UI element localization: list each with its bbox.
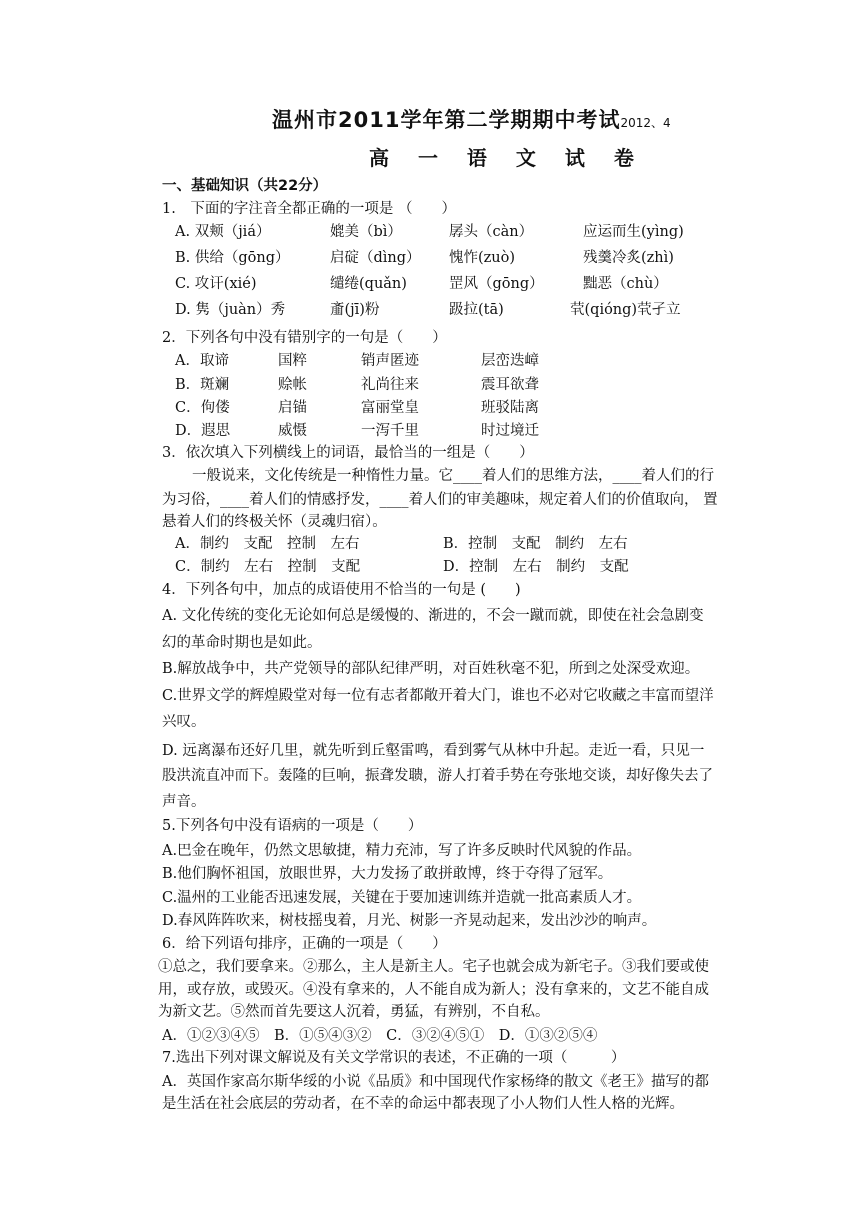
question-line: 礼尚往来: [361, 377, 419, 393]
question-line: 为习俗，____着人们的情感抒发，____着人们的审美趣味，规定着人们的价值取向， 置: [162, 492, 718, 508]
question-line: 茕(qióng)茕孑立: [570, 302, 681, 318]
question-line: A．英国作家高尔斯华绥的小说《品质》和中国现代作家杨绛的散文《老王》描写的都: [162, 1074, 709, 1090]
question-line: C.温州的工业能否迅速发展，关键在于要加速训练并造就一批高素质人才。: [162, 890, 642, 906]
question-line: 7.选出下列对课文解说及有关文学常识的表述，不正确的一项（ ）: [162, 1050, 626, 1066]
question-line: A．取谛: [175, 353, 229, 369]
question-line: B.他们胸怀祖国，放眼世界，大力发扬了敢拼敢博，终于夺得了冠军。: [162, 866, 613, 882]
question-line: 启碇（dìng）: [330, 250, 421, 266]
question-line: A．①②③④⑤ B．①⑤④③② C．③②④⑤① D．①③②⑤④: [162, 1028, 598, 1044]
question-line: 罡风（gōng）: [449, 276, 544, 292]
question-line: A. 文化传统的变化无论如何总是缓慢的、渐进的，不会一蹴而就，即使在社会急剧变: [162, 608, 704, 624]
question-line: 层峦迭嶂: [481, 353, 539, 369]
question-line: B．控制 支配 制约 左右: [443, 536, 628, 552]
question-line: 兴叹。: [162, 714, 206, 730]
question-line: 残羹冷炙(zhì): [583, 250, 674, 266]
question-line: 为新文艺。⑤然而首先要这人沉着，勇猛，有辨别，不自私。: [158, 1004, 550, 1020]
question-line: 赊帐: [278, 377, 307, 393]
exam-title: [272, 110, 671, 133]
question-line: 国粹: [278, 353, 307, 369]
question-line: D.春风阵阵吹来，树枝摇曳着，月光、树影一齐晃动起来，发出沙沙的响声。: [162, 913, 657, 929]
question-line: 趿拉(tā): [449, 302, 504, 318]
question-line: 威慑: [278, 423, 307, 439]
question-line: 震耳欲聋: [481, 377, 539, 393]
question-line: 缱绻(quǎn): [330, 276, 407, 292]
question-line: D．控制 左右 制约 支配: [443, 559, 629, 575]
question-line: 启锚: [278, 400, 307, 416]
question-line: 2．下列各句中没有错别字的一句是（ ）: [162, 330, 447, 346]
question-line: 愧怍(zuò): [449, 250, 516, 266]
question-line: 一泻千里: [361, 423, 419, 439]
question-line: 股洪流直冲而下。轰隆的巨响，振聋发聩，游人打着手势在夸张地交谈，却好像失去了: [162, 768, 713, 784]
question-line: 班驳陆离: [481, 400, 539, 416]
question-line: 悬着人们的终极关怀（灵魂归宿）。: [162, 514, 387, 530]
exam-subtitle: 高 一 语 文 试 卷: [369, 146, 645, 170]
question-line: 1. 下面的字注音全都正确的一项是 （ ）: [162, 201, 456, 217]
question-line: 孱头（càn）: [449, 224, 534, 240]
question-line: 5.下列各句中没有语病的一项是（ ）: [162, 818, 423, 834]
question-line: 是生活在社会底层的劳动者，在不幸的命运中都表现了小人物们人性人格的光辉。: [162, 1096, 684, 1112]
question-line: B．斑斓: [175, 377, 230, 393]
question-line: A.巴金在晚年，仍然文思敏捷，精力充沛，写了许多反映时代风貌的作品。: [162, 843, 642, 859]
question-line: 4．下列各句中，加点的成语使用不恰当的一句是 ( ): [162, 582, 521, 598]
question-line: D. 隽（juàn）秀: [175, 302, 286, 318]
question-line: 一般说来，文化传统是一种惰性力量。它____着人们的思维方法，____着人们的行: [192, 468, 714, 484]
question-line: C．制约 左右 控制 支配: [175, 559, 361, 575]
question-line: 销声匿迹: [361, 353, 419, 369]
question-line: 齑(jī)粉: [330, 302, 380, 318]
question-line: 声音。: [162, 794, 206, 810]
question-line: 黜恶（chù）: [583, 276, 668, 292]
question-line: D. 远离瀑布还好几里，就先听到丘壑雷鸣，看到雾气从林中升起。走近一看，只见一: [162, 743, 705, 759]
section-heading-basic-knowledge: 一、基础知识（共22分）: [162, 178, 328, 194]
question-line: 富丽堂皇: [361, 400, 419, 416]
question-line: D．遐思: [175, 423, 231, 439]
question-line: 时过境迁: [481, 423, 539, 439]
question-line: C．佝偻: [175, 400, 230, 416]
exam-title-text: 温州市2011学年第二学期期中考试: [272, 108, 621, 132]
question-line: C.世界文学的辉煌殿堂对每一位有志者都敞开着大门，谁也不必对它收藏之丰富而望洋: [162, 688, 714, 704]
question-line: A. 双颊（jiá）: [175, 224, 271, 240]
question-line: A．制约 支配 控制 左右: [175, 536, 360, 552]
question-line: 6．给下列语句排序，正确的一项是（ ）: [162, 936, 447, 952]
question-line: 媲美（bì）: [330, 224, 402, 240]
question-line: 3．依次填入下列横线上的词语，最恰当的一组是（ ）: [162, 445, 534, 461]
question-line: ①总之，我们要拿来。②那么，主人是新主人。宅子也就会成为新宅子。③我们要或使: [158, 959, 709, 975]
question-line: 用，或存放，或毁灭。④没有拿来的，人不能自成为新人；没有拿来的，文艺不能自成: [158, 982, 709, 998]
question-line: 应运而生(yìng): [583, 224, 684, 240]
exam-date: 2012、4: [620, 116, 671, 130]
question-line: B. 供给（gōng）: [175, 250, 290, 266]
question-line: 幻的革命时期也是如此。: [162, 635, 322, 651]
question-line: C. 攻讦(xié): [175, 276, 257, 292]
question-line: B.解放战争中，共产党领导的部队纪律严明，对百姓秋毫不犯，所到之处深受欢迎。: [162, 661, 700, 677]
